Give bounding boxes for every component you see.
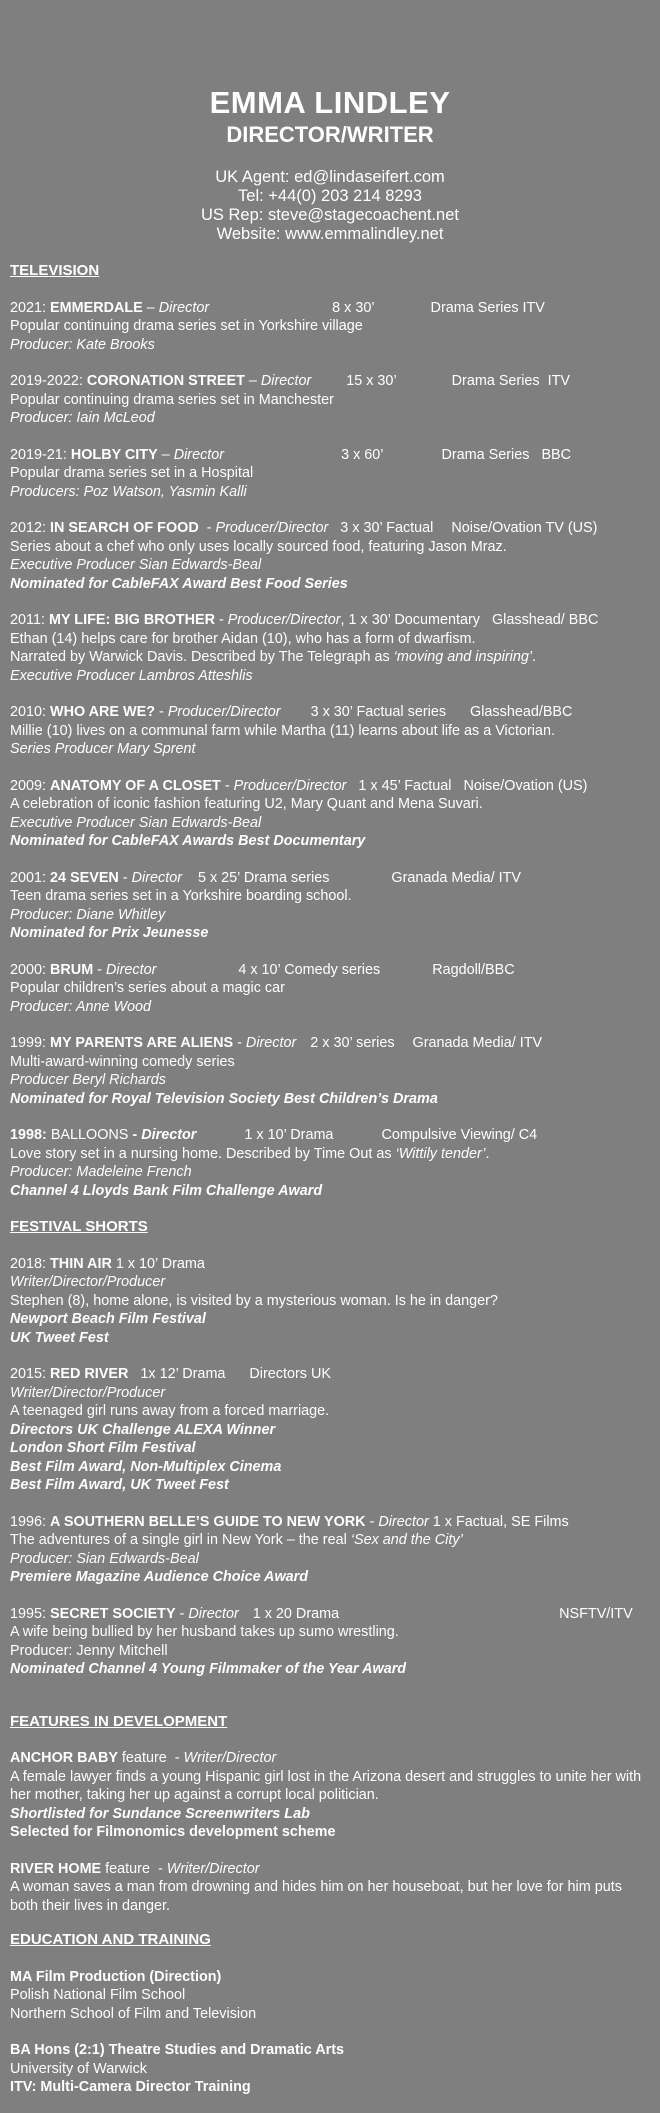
tv-entry: 2012: IN SEARCH OF FOOD - Producer/Director 3 x 30’ Factual Noise/Ovation TV (US) Series about a chef who only uses locally sourced food, featuring Jason Mraz. Executive Producer Sian Edwards-Beal Nominated for CableFAX Award Best Food Series	[10, 519, 650, 593]
person-name: EMMA LINDLEY	[209, 85, 451, 120]
education-entry: MA Film Production (Direction) Polish National Film School Northern School of Film and Television	[10, 1968, 650, 2024]
us-rep-contact: US Rep: steve@stagecoachent.net	[201, 206, 459, 224]
section-features: FEATURES IN DEVELOPMENT	[10, 1712, 228, 1730]
tv-entry: 2000: BRUM - Director 4 x 10’ Comedy series Ragdoll/BBC Popular children’s series about a magic car Producer: Anne Wood	[10, 961, 515, 1015]
tv-title: WHO ARE WE?	[50, 704, 156, 720]
award-line: Shortlisted for Sundance Screenwriters Lab	[10, 1805, 310, 1822]
festival-title: RED RIVER	[50, 1366, 129, 1382]
person-role: DIRECTOR/WRITER	[226, 122, 434, 147]
section-television: TELEVISION	[10, 262, 100, 279]
training-line: ITV: Multi-Camera Director Training	[10, 2079, 251, 2095]
tv-title: MY PARENTS ARE ALIENS	[50, 1035, 234, 1051]
section-festival-shorts: FESTIVAL SHORTS	[10, 1218, 148, 1235]
festival-entry: 1995: SECRET SOCIETY - Director 1 x 20 Drama NSFTV/ITV A wife being bullied by her husband takes up sumo wrestling. Producer: Jenny Mitchell Nominated Channel 4 Young Filmmaker of the Year Award	[10, 1605, 650, 1679]
feature-title: ANCHOR BABY	[10, 1750, 118, 1766]
tv-entry: 2001: 24 SEVEN - Director 5 x 25’ Drama series Granada Media/ ITV Teen drama series set in a Yorkshire boarding school. Producer: Diane Whitley Nominated for Prix Jeunesse	[10, 869, 650, 943]
degree-title: BA Hons (2:1) Theatre Studies and Dramatic Arts	[10, 2042, 344, 2058]
award-line: London Short Film Festival	[10, 1440, 196, 1456]
contact-block	[10, 168, 650, 244]
phone-contact: Tel: +44(0) 203 214 8293	[238, 187, 422, 205]
section-education: EDUCATION AND TRAINING	[10, 1931, 211, 1948]
award-line: Best Film Award, Non-Multiplex Cinema	[10, 1458, 282, 1475]
feature-title: RIVER HOME	[10, 1860, 102, 1877]
award-line: Nominated for CableFAX Awards Best Documentary	[10, 833, 366, 849]
tv-title: BALLOONS	[50, 1127, 129, 1143]
festival-entry: 1996: A SOUTHERN BELLE’S GUIDE TO NEW YORK - Director 1 x Factual, SE Films The adventures of a single girl in New York – the real ‘Sex and the City’ Producer: Sian Edwards-Beal Premiere Magazine Audience Choice Award	[10, 1513, 650, 1587]
tv-entry: 2010: WHO ARE WE? - Producer/Director 3 x 30’ Factual series Glasshead/BBC Millie (10) lives on a communal farm while Martha (11) learns about life as a Victorian. Series Producer Mary Sprent	[10, 704, 573, 757]
award-line: Selected for Filmonomics development scheme	[10, 1824, 336, 1840]
tv-entry: 2021: EMMERDALE – Director 8 x 30’ Drama Series ITV Popular continuing drama series set in Yorkshire village Producer: Kate Brooks	[10, 299, 545, 353]
festival-entry: 2018: THIN AIR 1 x 10’ Drama Writer/Director/Producer Stephen (8), home alone, is visited by a mysterious woman. Is he in danger? Newport Beach Film Festival UK Tweet Fest	[10, 1255, 650, 1348]
award-line: Premiere Magazine Audience Choice Award	[10, 1569, 309, 1585]
festival-entry: 2015: RED RIVER 1x 12’ Drama Directors UK Writer/Director/Producer A teenaged girl runs away from a forced marriage. Directors UK Challenge ALEXA Winner London Short Film Festival Best Film Award, Non-Multiplex Cinema Best Film Award, UK Tweet Fest	[10, 1365, 650, 1495]
festival-title: A SOUTHERN BELLE’S GUIDE TO NEW YORK	[50, 1513, 366, 1530]
award-line: Nominated for Royal Television Society Best Children’s Drama	[10, 1090, 438, 1107]
tv-title: EMMERDALE	[50, 299, 143, 316]
tv-title: HOLBY CITY	[70, 446, 158, 463]
tv-entry: 2009: ANATOMY OF A CLOSET - Producer/Director 1 x 45’ Factual Noise/Ovation (US) A celebration of iconic fashion featuring U2, Mary Quant and Mena Suvari. Executive Producer Sian Edwards-Beal Nominated for CableFAX Awards Best Documentary	[10, 777, 650, 851]
award-line: UK Tweet Fest	[10, 1329, 109, 1346]
tv-title: IN SEARCH OF FOOD	[50, 520, 199, 536]
award-line: Nominated Channel 4 Young Filmmaker of the Year Award	[10, 1661, 407, 1677]
degree-title: MA Film Production (Direction)	[10, 1968, 222, 1985]
tv-title: MY LIFE: BIG BROTHER	[48, 612, 215, 628]
tv-title: CORONATION STREET	[86, 373, 245, 389]
agent-contact: UK Agent: ed@lindaseifert.com	[215, 168, 445, 186]
tv-entry: 2011: MY LIFE: BIG BROTHER - Producer/Director, 1 x 30’ Documentary Glasshead/ BBC Ethan (14) helps care for brother Aidan (10), who has a form of dwarfism. Narrated by Warwick Davis. Described by The Telegraph as ‘moving and inspiring’. Executive Producer Lambros Atteshlis	[10, 612, 599, 684]
tv-title: ANATOMY OF A CLOSET	[50, 777, 221, 794]
award-line: Nominated for Prix Jeunesse	[10, 925, 209, 941]
award-line: Best Film Award, UK Tweet Fest	[10, 1477, 229, 1493]
award-line: Channel 4 Lloyds Bank Film Challenge Award	[10, 1182, 323, 1199]
tv-entry: 1999: MY PARENTS ARE ALIENS - Director 2 x 30’ series Granada Media/ ITV Multi-award-winning comedy series Producer Beryl Richards Nominated for Royal Television Society Best Children’s Drama	[10, 1034, 650, 1108]
tv-entry: 1998: BALLOONS - Director 1 x 10’ Drama Compulsive Viewing/ C4 Love story set in a nursing home. Described by Time Out as ‘Wittily tender’. Producer: Madeleine French Channel 4 Lloyds Bank Film Challenge Award	[10, 1126, 650, 1200]
tv-entry: 2019-2022: CORONATION STREET – Director 15 x 30’ Drama Series ITV Popular continuing drama series set in Manchester Producer: Iain McLeod	[10, 373, 570, 426]
cv-header	[10, 0, 650, 244]
website-contact: Website: www.emmalindley.net	[216, 225, 444, 243]
tv-title: 24 SEVEN	[50, 869, 119, 886]
award-line: Directors UK Challenge ALEXA Winner	[10, 1421, 276, 1438]
festival-title: THIN AIR	[50, 1255, 112, 1272]
award-line: Newport Beach Film Festival	[10, 1311, 206, 1327]
tv-title: BRUM	[50, 961, 94, 978]
festival-title: SECRET SOCIETY	[50, 1605, 176, 1622]
feature-entry: RIVER HOME feature - Writer/Director A woman saves a man from drowning and hides him on her houseboat, but her love for him puts both their lives in danger.	[10, 1860, 622, 1914]
tv-entry: 2019-21: HOLBY CITY – Director 3 x 60’ Drama Series BBC Popular drama series set in a Hospital Producers: Poz Watson, Yasmin Kalli	[10, 446, 572, 500]
feature-entry: ANCHOR BABY feature - Writer/Director A female lawyer finds a young Hispanic girl lost in the Arizona desert and struggles to unite her with her mother, taking her up against a corrupt local politician. Shortlisted for Sundance Screenwriters Lab Selected for Filmonomics development scheme	[10, 1749, 650, 1842]
education-entry: BA Hons (2:1) Theatre Studies and Dramatic Arts University of Warwick ITV: Multi-Camera Director Training	[10, 2041, 650, 2097]
award-line: Nominated for CableFAX Award Best Food Series	[10, 575, 348, 592]
